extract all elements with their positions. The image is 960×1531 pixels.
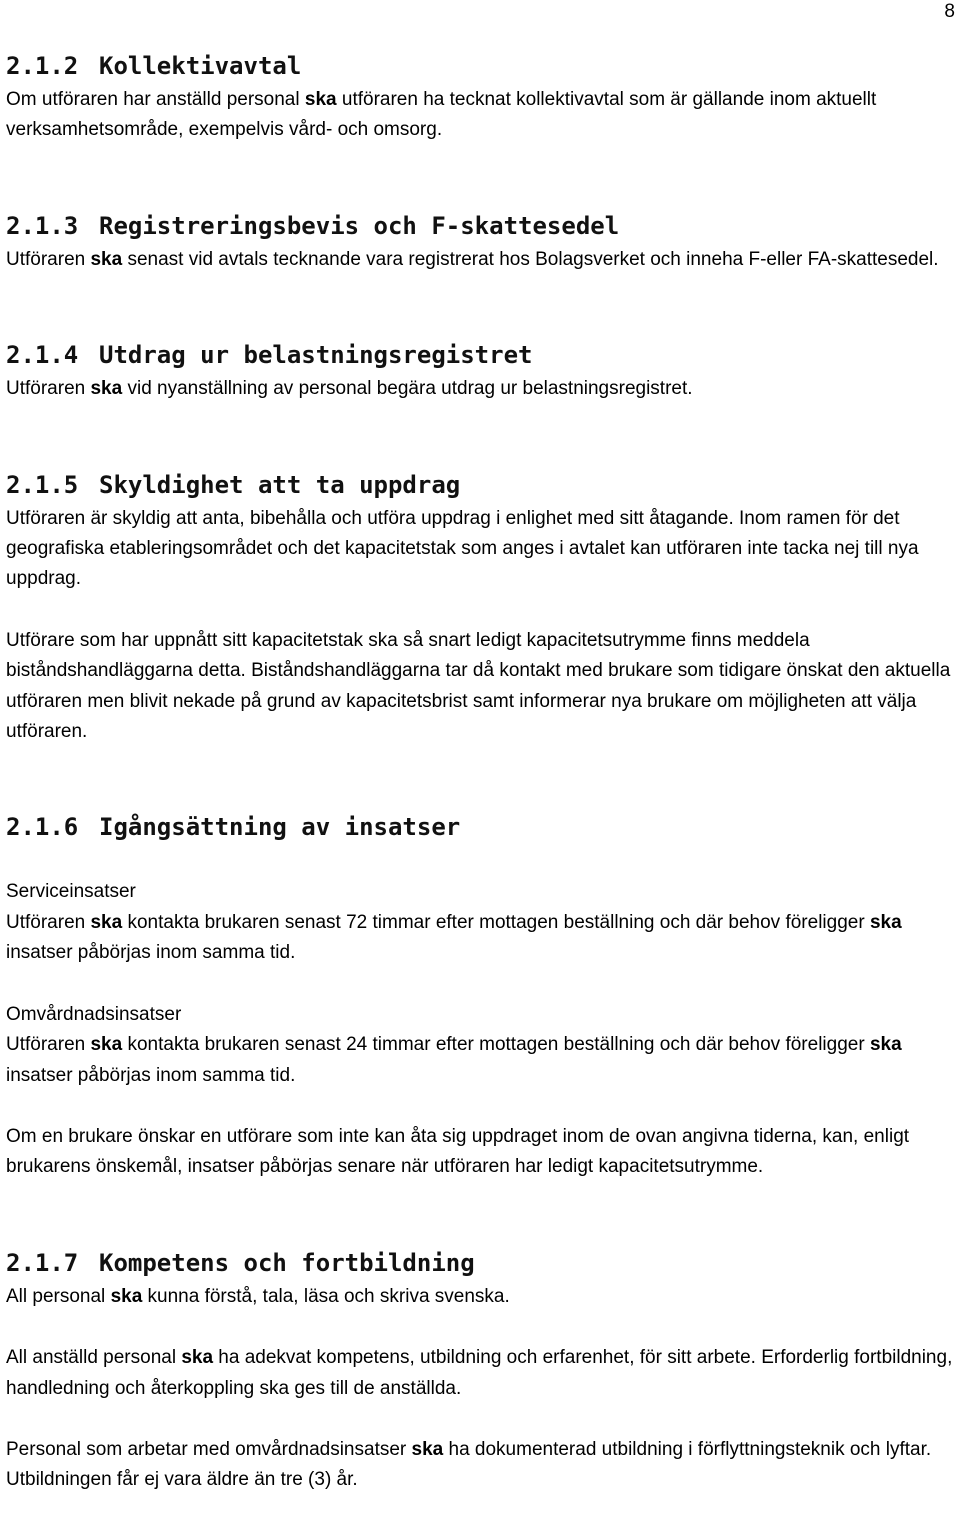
section-title: Kollektivavtal — [99, 52, 302, 80]
section-belastningsregistret — [6, 337, 956, 404]
section-skyldighet — [6, 467, 956, 748]
document-body — [6, 48, 956, 1496]
section-heading — [6, 208, 956, 245]
paragraph: Utföraren ska kontakta brukaren senast 24 timmar efter mottagen beställning och där behov föreligger ska insatser påbörjas inom samma tid. — [6, 1034, 902, 1086]
subheading: Omvårdnadsinsatser — [6, 1003, 182, 1025]
section-title: Registreringsbevis och F-skattesedel — [99, 211, 620, 240]
section-title: Igångsättning av insatser — [99, 813, 461, 842]
subheading: Serviceinsatser — [6, 881, 136, 903]
paragraph: Utföraren ska senast vid avtals tecknande vara registrerat hos Bolagsverket och inneha F-eller FA-skattesedel. — [6, 248, 939, 270]
paragraph: Utföraren ska kontakta brukaren senast 72 timmar efter mottagen beställning och där behov föreligger ska insatser påbörjas inom samma tid. — [6, 911, 902, 964]
section-heading — [6, 809, 956, 846]
section-number: 2.1.6 — [6, 813, 79, 842]
section-heading — [6, 1245, 956, 1282]
section-heading — [6, 48, 956, 85]
paragraph: Om en brukare önskar en utförare som inte kan åta sig uppdraget inom de ovan angivna tiderna, kan, enligt brukarens önskemål, insatser påbörjas senare när utföraren har ledigt kapacitetsutrymme. — [6, 1125, 910, 1178]
section-number: 2.1.3 — [6, 211, 79, 240]
section-registreringsbevis — [6, 208, 956, 275]
section-number: 2.1.4 — [6, 341, 79, 370]
paragraph: All anställd personal ska ha adekvat kompetens, utbildning och erfarenhet, för sitt arbete. Erforderlig fortbildning, handledning och återkoppling ska ges till de anställda. — [6, 1347, 953, 1399]
section-title: Skyldighet att ta uppdrag — [99, 470, 461, 499]
page-number: 8 — [944, 1, 955, 22]
section-kompetens — [6, 1245, 956, 1496]
paragraph: All personal ska kunna förstå, tala, läsa och skriva svenska. — [6, 1285, 510, 1307]
paragraph: Utförare som har uppnått sitt kapacitetstak ska så snart ledigt kapacitetsutrymme finns meddela biståndshandläggarna detta. Biståndshandläggarna tar då kontakt med brukare som tidigare önskat den aktuella utföraren men blivit nekade på grund av kapacitetsbrist samt informerar nya brukare om möjligheten att välja utföraren. — [6, 629, 951, 743]
section-title: Utdrag ur belastningsregistret — [99, 341, 533, 370]
section-igangsattning — [6, 809, 956, 1182]
section-number: 2.1.2 — [6, 52, 79, 80]
section-heading — [6, 337, 956, 374]
paragraph: Utföraren är skyldig att anta, bibehålla och utföra uppdrag i enlighet med sitt åtagande. Inom ramen för det geografiska etableringsområdet och det kapacitetstak som anges i avtalet kan utföraren inte tacka nej till nya uppdrag. — [6, 507, 919, 590]
paragraph: Personal som arbetar med omvårdnadsinsatser ska ha dokumenterad utbildning i förflyttningsteknik och lyftar. Utbildningen får ej vara äldre än tre (3) år. — [6, 1438, 932, 1491]
section-number: 2.1.7 — [6, 1248, 79, 1277]
paragraph: Om utföraren har anställd personal ska utföraren ha tecknat kollektivavtal som är gällande inom aktuellt verksamhetsområde, exempelvis vård- och omsorg. — [6, 89, 877, 141]
paragraph: Utföraren ska vid nyanställning av personal begära utdrag ur belastningsregistret. — [6, 378, 693, 400]
section-kollektivavtal — [6, 48, 956, 146]
section-title: Kompetens och fortbildning — [99, 1248, 475, 1277]
section-heading — [6, 467, 956, 504]
section-number: 2.1.5 — [6, 470, 79, 499]
